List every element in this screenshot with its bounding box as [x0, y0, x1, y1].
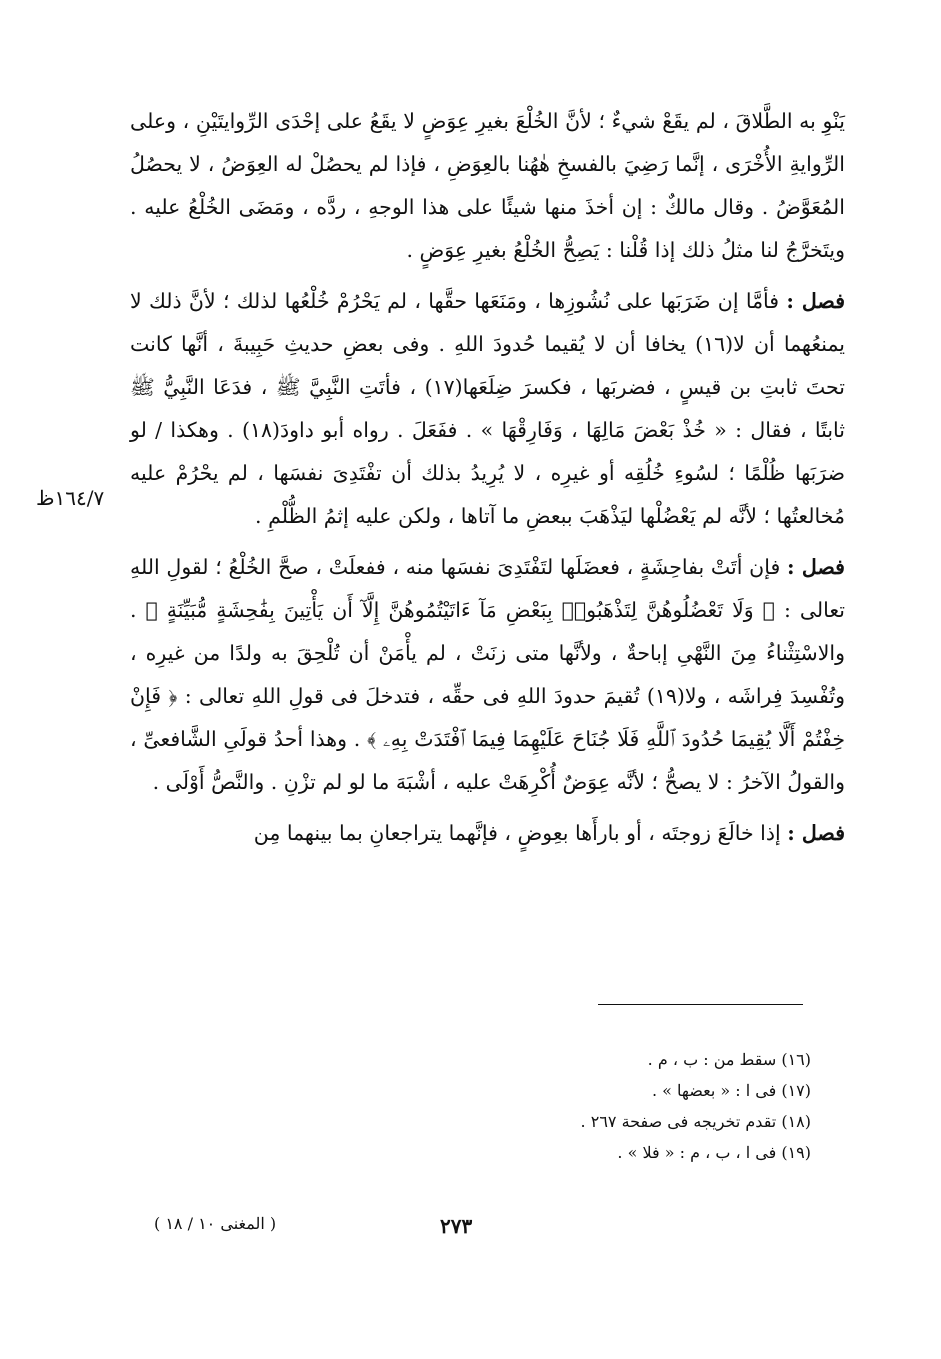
paragraph-1-text: يَنْوِ به الطَّلاقَ ، لم يقَعْ شيءٌ ؛ لأنَّ الخُلْعَ بغيرِ عِوَضٍ لا يقَعُ على إحْدَى الرِّوايتَيْنِ ، وعلى الرِّوايةِ الأُخْرَى ، إنَّما رَضِيَ بالفسخِ هٰهُنا بالعِوَضِ ، فإذا لم يحصُلْ له العِوَضُ ، لا يحصُلُ المُعَوَّضُ . وقال مالكٌ : إن أخذَ منها شيئًا على هذا الوجهِ ، ردَّه ، ومَضَى الخُلْعُ عليه . ويتَخرَّجُ لنا مثلُ ذلك إذا قُلْنا : يَصِحُّ الخُلْعُ بغيرِ عِوَضٍ .	[130, 109, 845, 262]
footnotes	[311, 1044, 811, 1168]
paragraph-2	[130, 280, 845, 538]
paragraph-4	[130, 812, 845, 855]
footnote-19: (١٩) فى ا ، ب ، م : « فلا » .	[617, 1143, 811, 1162]
main-text	[130, 100, 845, 863]
manuscript-folio-note: ١٦٤/٧ظ	[36, 486, 105, 510]
paragraph-3-text: فإن أتَتْ بفاحِشَةٍ ، فعضَلَها لتَفْتَدِىَ نفسَها منه ، ففعلَتْ ، صحَّ الخُلْعُ ؛ لقولِ اللهِ تعالى : ﴿ وَلَا تَعْضُلُوهُنَّ لِتَذْهَبُوا۟ بِبَعْضِ مَآ ءَاتَيْتُمُوهُنَّ إِلَّآ أَن يَأْتِينَ بِفَٰحِشَةٍ مُّبَيِّنَةٍ ﴾ . والاسْتِثْناءُ مِنَ النَّهْىِ إباحةٌ ، ولأنَّها متى زنَتْ ، لم يأْمَنْ أن تُلْحِقَ به ولدًا من غيرِه ، وتُفْسِدَ فِراشَه ، ولا(١٩) تُقيمَ حدودَ اللهِ فى حقِّه ، فتدخلَ فى قولِ اللهِ تعالى : ﴿ فَإِنْ خِفْتُمْ أَلَّا يُقِيمَا حُدُودَ ٱللَّهِ فَلَا جُنَاحَ عَلَيْهِمَا فِيمَا ٱفْتَدَتْ بِهِۦ ﴾ . وهذا أحدُ قولَىِ الشَّافعىِّ ، والقولُ الآخرُ : لا يصحُّ ؛ لأنَّه عِوَضٌ أُكْرِهَتْ عليه ، أشْبَهَ ما لو لم تزْنِ . والنَّصُّ أَوْلَى .	[130, 555, 845, 794]
footnote-18: (١٨) تقدم تخريجه فى صفحة ٢٦٧ .	[580, 1112, 811, 1131]
section-heading: فصل :	[786, 555, 845, 579]
section-heading: فصل :	[786, 289, 845, 313]
footnote-divider	[598, 1004, 803, 1005]
book-reference: ( المغنى ١٠ / ١٨ )	[154, 1214, 277, 1233]
footnote-16: (١٦) سقط من : ب ، م .	[647, 1050, 811, 1069]
paragraph-1	[130, 100, 845, 272]
paragraph-2-text: فأمَّا إن ضَرَبَها على نُشُوزِها ، ومَنَعَها حقَّها ، لم يَحْرُمْ خُلْعُها لذلك ؛ لأنَّ ذلك لا يمنعُهما أن لا(١٦) يخافا أن لا يُقيما حُدودَ اللهِ . وفى بعضِ حديثِ حَبِيبةَ ، أنَّها كانت تحتَ ثابتِ بن قيسٍ ، فضربَها ، فكسرَ ضِلَعَها(١٧) ، فأتَتِ النَّبِيَّ ﷺ ، فدَعَا النَّبِيُّ ﷺ ثابتًا ، فقال : « خُذْ بَعْضَ مَالِهَا ، وَفَارِقْهَا » . ففَعَلَ . رواه أبو داودَ(١٨) . وهكذا / لو ضرَبَها ظُلْمًا ؛ لسُوءِ خُلُقِه أو غيرِه ، لا يُرِيدُ بذلك أن تفْتَدِىَ نفسَها ، لم يحْرُمْ عليه مُخالعتُها ؛ لأنَّه لم يَعْضُلْها ليَذْهَبَ ببعضِ ما آتاها ، ولكن عليه إثمُ الظُّلْمِ .	[130, 289, 846, 528]
section-heading: فصل :	[787, 821, 845, 845]
footnote-17: (١٧) فى ا : « بعضها » .	[651, 1081, 811, 1100]
page-number: ٢٧٣	[440, 1214, 473, 1238]
paragraph-4-text: إذا خالَعَ زوجتَه ، أو بارأَها بعِوضٍ ، فإنَّهما يتراجعانِ بما بينهما مِن	[253, 821, 781, 845]
paragraph-3	[130, 546, 845, 804]
